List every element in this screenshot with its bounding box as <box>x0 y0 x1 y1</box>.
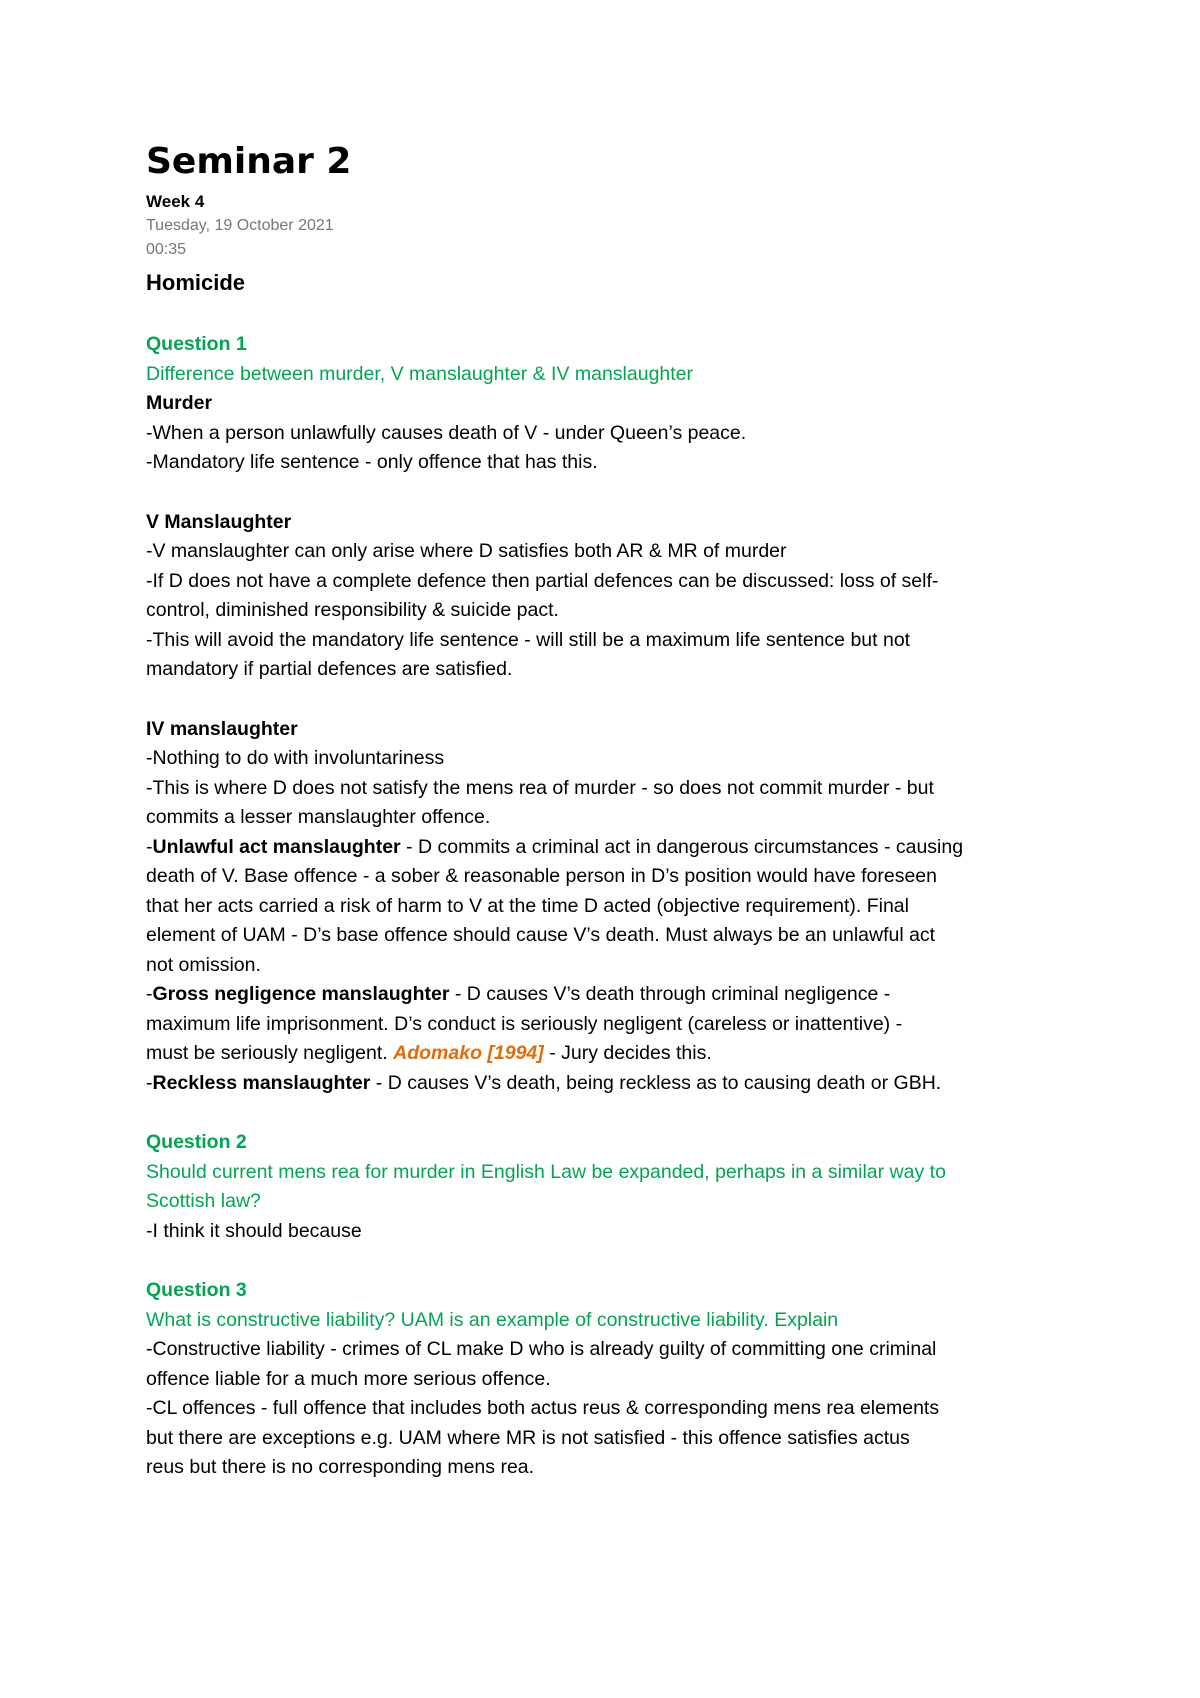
question-2-block <box>146 1128 1076 1246</box>
rm-dash: - <box>146 1071 153 1094</box>
uam-line-3: that her acts carried a risk of harm to V at the time D acted (objective requirement). Final <box>146 894 909 917</box>
gnm-text-3b: - Jury decides this. <box>543 1042 712 1064</box>
question-3-line-1: -Constructive liability - crimes of CL make D who is already guilty of committing one criminal <box>146 1338 937 1360</box>
note-date: Tuesday, 19 October 2021 <box>146 217 334 234</box>
gnm-term: Gross negligence manslaughter <box>152 983 450 1005</box>
question-1-prompt: Difference between murder, V manslaughter & IV manslaughter <box>146 362 694 385</box>
question-1-label: Question 1 <box>146 333 247 355</box>
note-content <box>146 136 1076 1483</box>
iv-manslaughter-heading: IV manslaughter <box>146 717 298 740</box>
question-2-answer: -I think it should because <box>146 1219 362 1242</box>
uam-line-2: death of V. Base offence - a sober & reasonable person in D’s position would have foreseen <box>146 865 937 887</box>
iv-manslaughter-line-3: commits a lesser manslaughter offence. <box>146 806 491 828</box>
question-3-line-5: reus but there is no corresponding mens rea. <box>146 1456 535 1478</box>
gnm-line-1 <box>146 980 1076 1010</box>
v-manslaughter-heading: V Manslaughter <box>146 510 292 533</box>
gnm-text-3a: must be seriously negligent. <box>146 1042 394 1064</box>
topic-heading: Homicide <box>146 270 246 295</box>
question-3-line-3: -CL offences - full offence that includes both actus reus & corresponding mens rea elements <box>146 1397 940 1419</box>
uam-dash: - <box>146 835 153 858</box>
question-2-prompt-line-1: Should current mens rea for murder in English Law be expanded, perhaps in a similar way to <box>146 1160 946 1183</box>
question-2-prompt-line-2: Scottish law? <box>146 1190 261 1212</box>
v-manslaughter-line-2: -If D does not have a complete defence then partial defences can be discussed: loss of self- <box>146 569 939 592</box>
v-manslaughter-block <box>146 508 1076 685</box>
v-manslaughter-line-4: -This will avoid the mandatory life sentence - will still be a maximum life sentence but not <box>146 628 911 651</box>
gnm-dash: - <box>146 983 153 1005</box>
iv-manslaughter-block <box>146 715 1076 1099</box>
uam-text-1: - D commits a criminal act in dangerous circumstances - causing <box>400 835 964 858</box>
v-manslaughter-line-1: -V manslaughter can only arise where D satisfies both AR & MR of murder <box>146 540 787 562</box>
gnm-text-1: - D causes V’s death through criminal negligence - <box>449 983 891 1005</box>
question-3-label: Question 3 <box>146 1279 247 1301</box>
uam-line-1 <box>146 833 1076 863</box>
question-3-line-4: but there are exceptions e.g. UAM where MR is not satisfied - this offence satisfies actus <box>146 1426 910 1449</box>
case-citation-adomako: Adomako [1994] <box>393 1042 544 1064</box>
rm-text-1: - D causes V’s death, being reckless as to causing death or GBH. <box>370 1071 942 1094</box>
question-3-line-2: offence liable for a much more serious offence. <box>146 1367 551 1390</box>
note-time: 00:35 <box>146 241 187 258</box>
murder-line-2: -Mandatory life sentence - only offence that has this. <box>146 451 598 473</box>
rm-term: Reckless manslaughter <box>152 1071 371 1094</box>
uam-line-4: element of UAM - D’s base offence should cause V’s death. Must always be an unlawful act <box>146 924 936 946</box>
iv-manslaughter-line-2: -This is where D does not satisfy the mens rea of murder - so does not commit murder - but <box>146 776 934 799</box>
gnm-line-3 <box>146 1039 1076 1069</box>
question-3-prompt: What is constructive liability? UAM is an example of constructive liability. Explain <box>146 1308 839 1331</box>
page-title: Seminar 2 <box>146 141 352 182</box>
v-manslaughter-line-3: control, diminished responsibility & suicide pact. <box>146 599 559 621</box>
page-subtitle: Week 4 <box>146 192 205 211</box>
murder-line-1: -When a person unlawfully causes death of V - under Queen’s peace. <box>146 421 747 444</box>
question-2-label: Question 2 <box>146 1131 247 1153</box>
uam-line-5: not omission. <box>146 953 261 976</box>
v-manslaughter-line-5: mandatory if partial defences are satisfied. <box>146 658 513 680</box>
question-1-block <box>146 330 1076 478</box>
rm-line-1 <box>146 1069 1076 1099</box>
question-3-block <box>146 1276 1076 1483</box>
gnm-line-2: maximum life imprisonment. D’s conduct is seriously negligent (careless or inattentive) - <box>146 1012 903 1035</box>
uam-term: Unlawful act manslaughter <box>152 835 401 858</box>
iv-manslaughter-line-1: -Nothing to do with involuntariness <box>146 747 445 769</box>
murder-heading: Murder <box>146 392 213 414</box>
